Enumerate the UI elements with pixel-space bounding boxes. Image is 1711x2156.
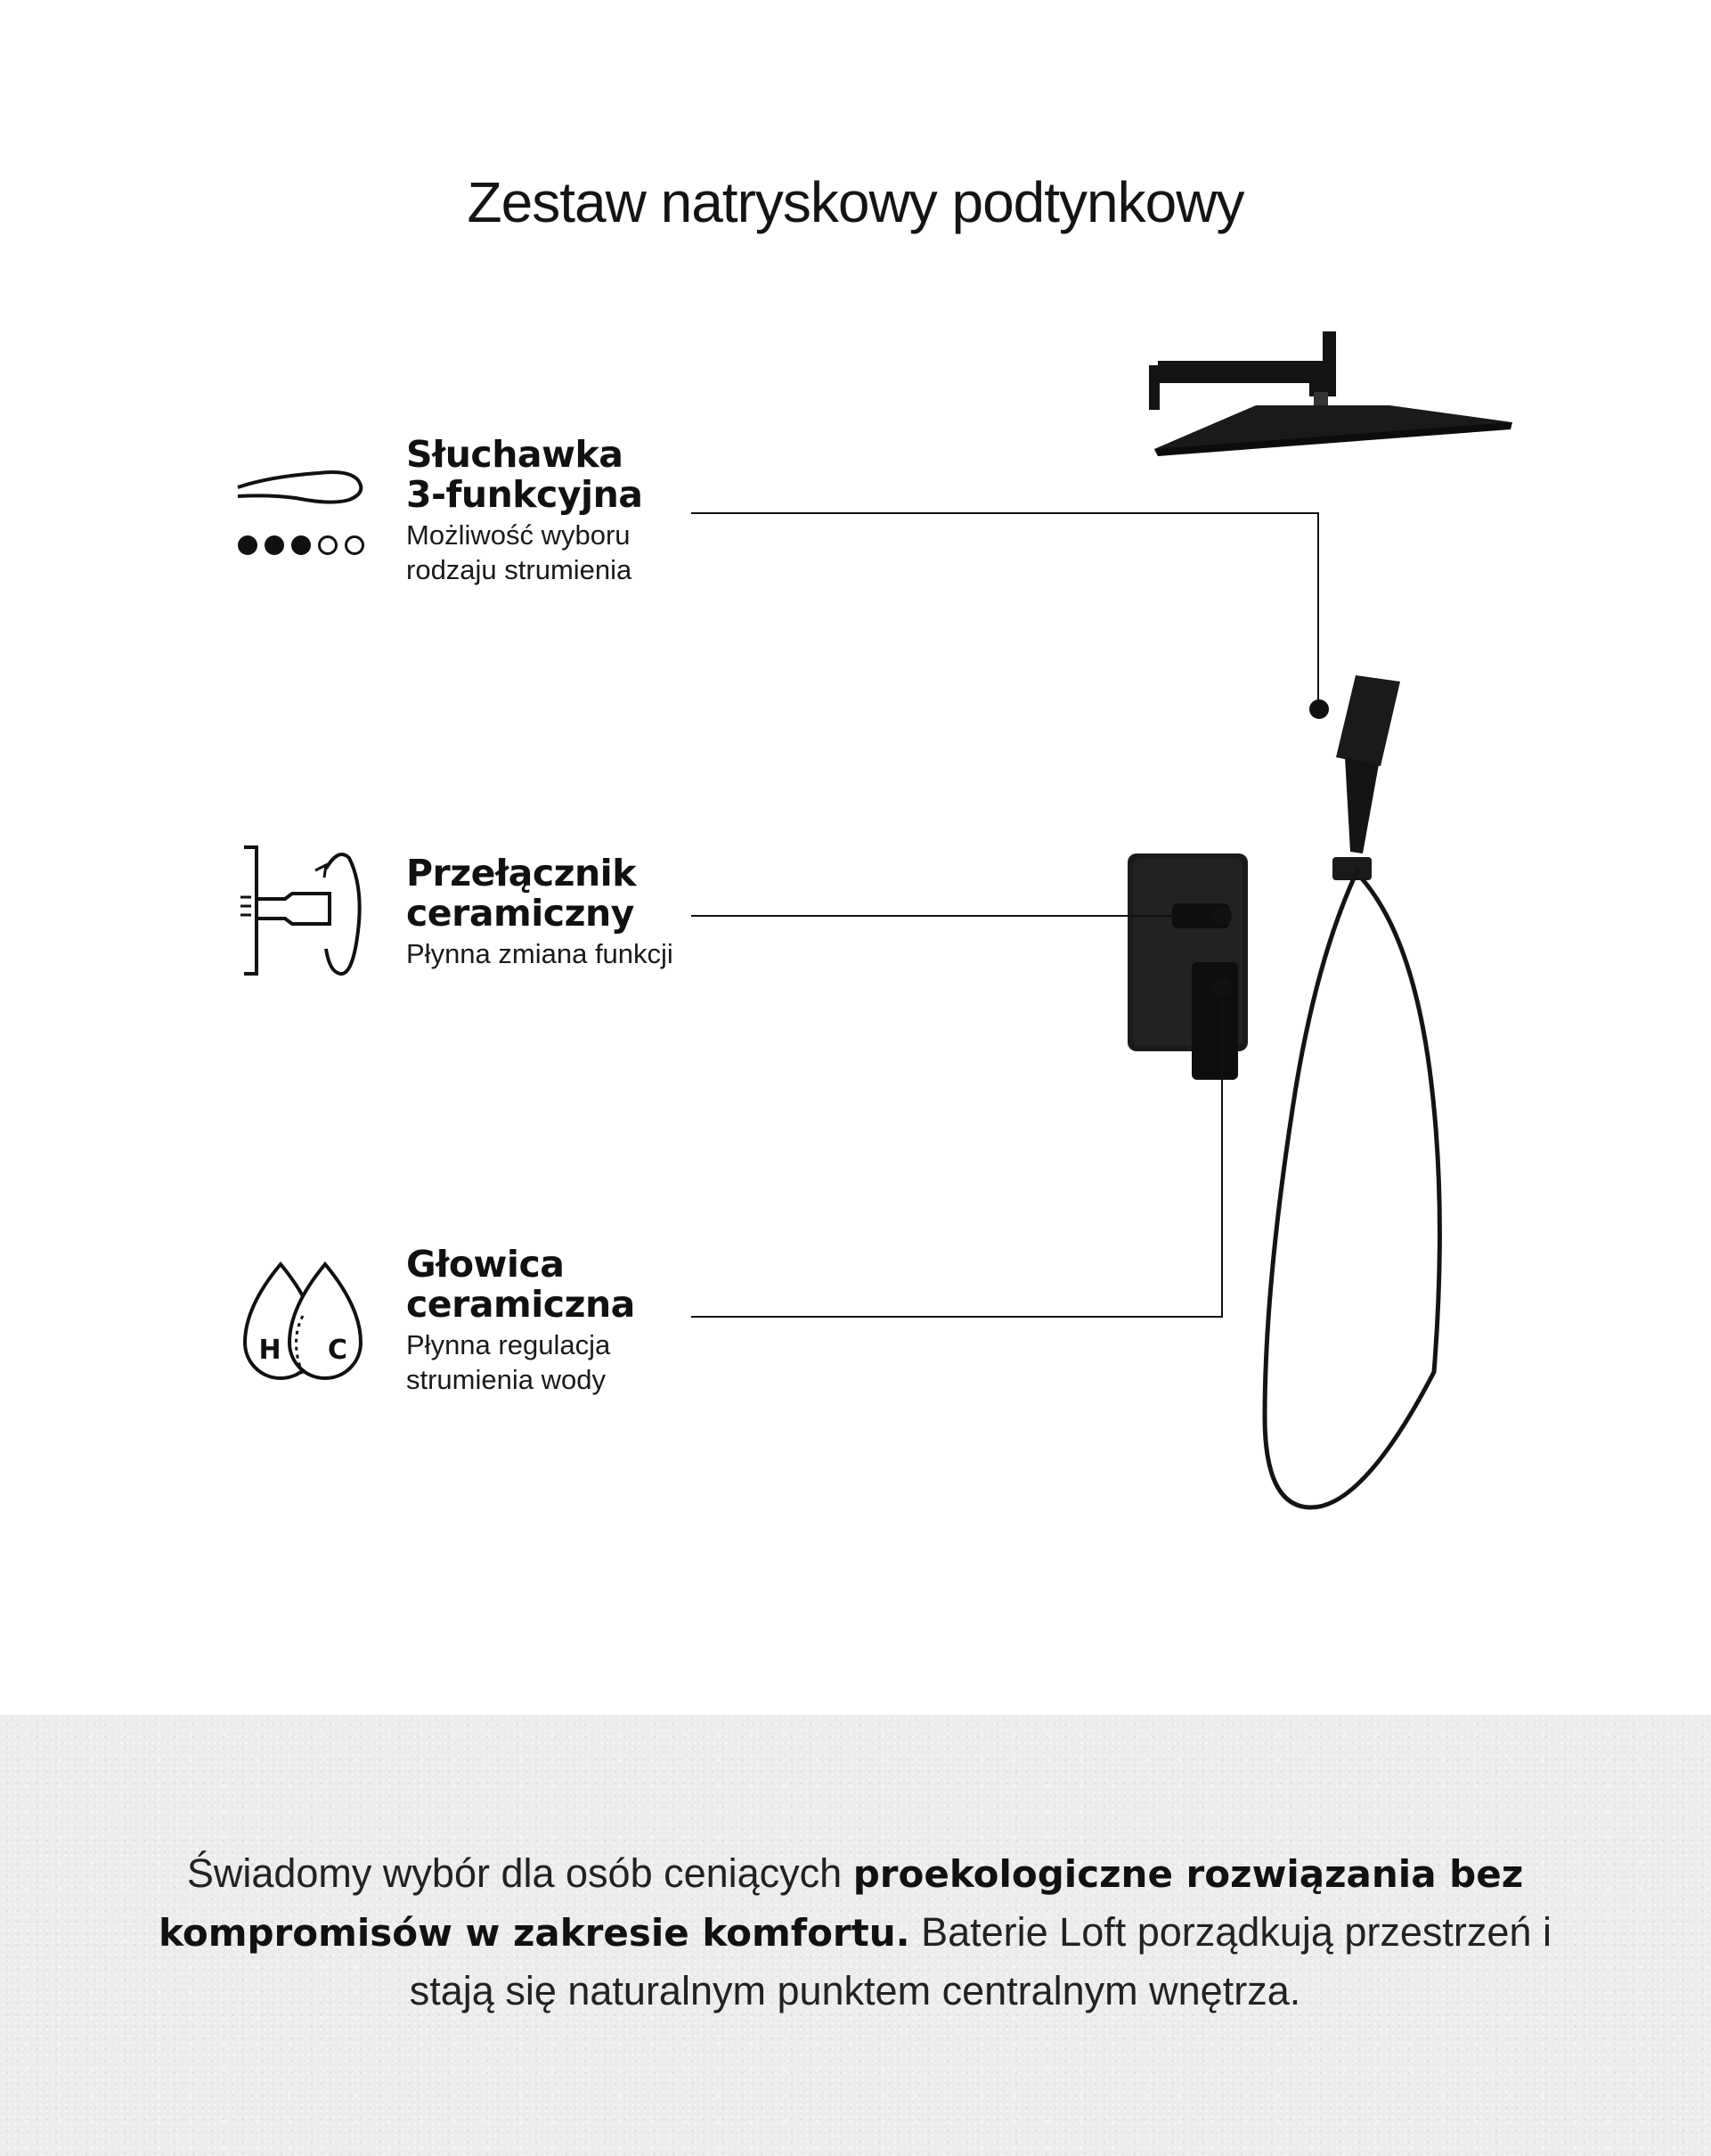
cold-letter: C [327,1335,348,1366]
feature-description: Płynna regulacja [406,1329,611,1360]
hand-shower [1265,675,1439,1507]
page-title: Zestaw natryskowy podtynkowy [467,170,1244,234]
feature-description: rodzaju strumienia [406,554,632,585]
feature-heading: ceramiczny [406,892,634,935]
bottom-text-bold: proekologiczne rozwiązania bez kompromisów w zakresie komfortu. [159,1852,1524,1955]
rain-shower-head [1149,331,1512,456]
feature-description: Możliwość wyboru [406,519,631,551]
feature-heading: ceramiczna [406,1283,635,1326]
bottom-text-regular: Baterie Loft porządkują przestrzeń i stają się naturalnym punktem centralnym wnętrza. [409,1909,1552,2013]
feature-heading: Przełącznik [406,852,636,894]
feature-description: strumienia wody [406,1364,606,1395]
feature-heading: 3-funkcyjna [406,473,643,516]
bottom-text-regular: Świadomy wybór dla osób ceniących [186,1850,853,1896]
feature-heading: Głowica [406,1243,565,1286]
concealed-mixer [1128,853,1248,1080]
feature-heading: Słuchawka [406,433,623,476]
bottom-paragraph [143,1844,1568,2020]
hot-letter: H [258,1335,281,1366]
feature-description: Płynna zmiana funkcji [406,938,673,969]
